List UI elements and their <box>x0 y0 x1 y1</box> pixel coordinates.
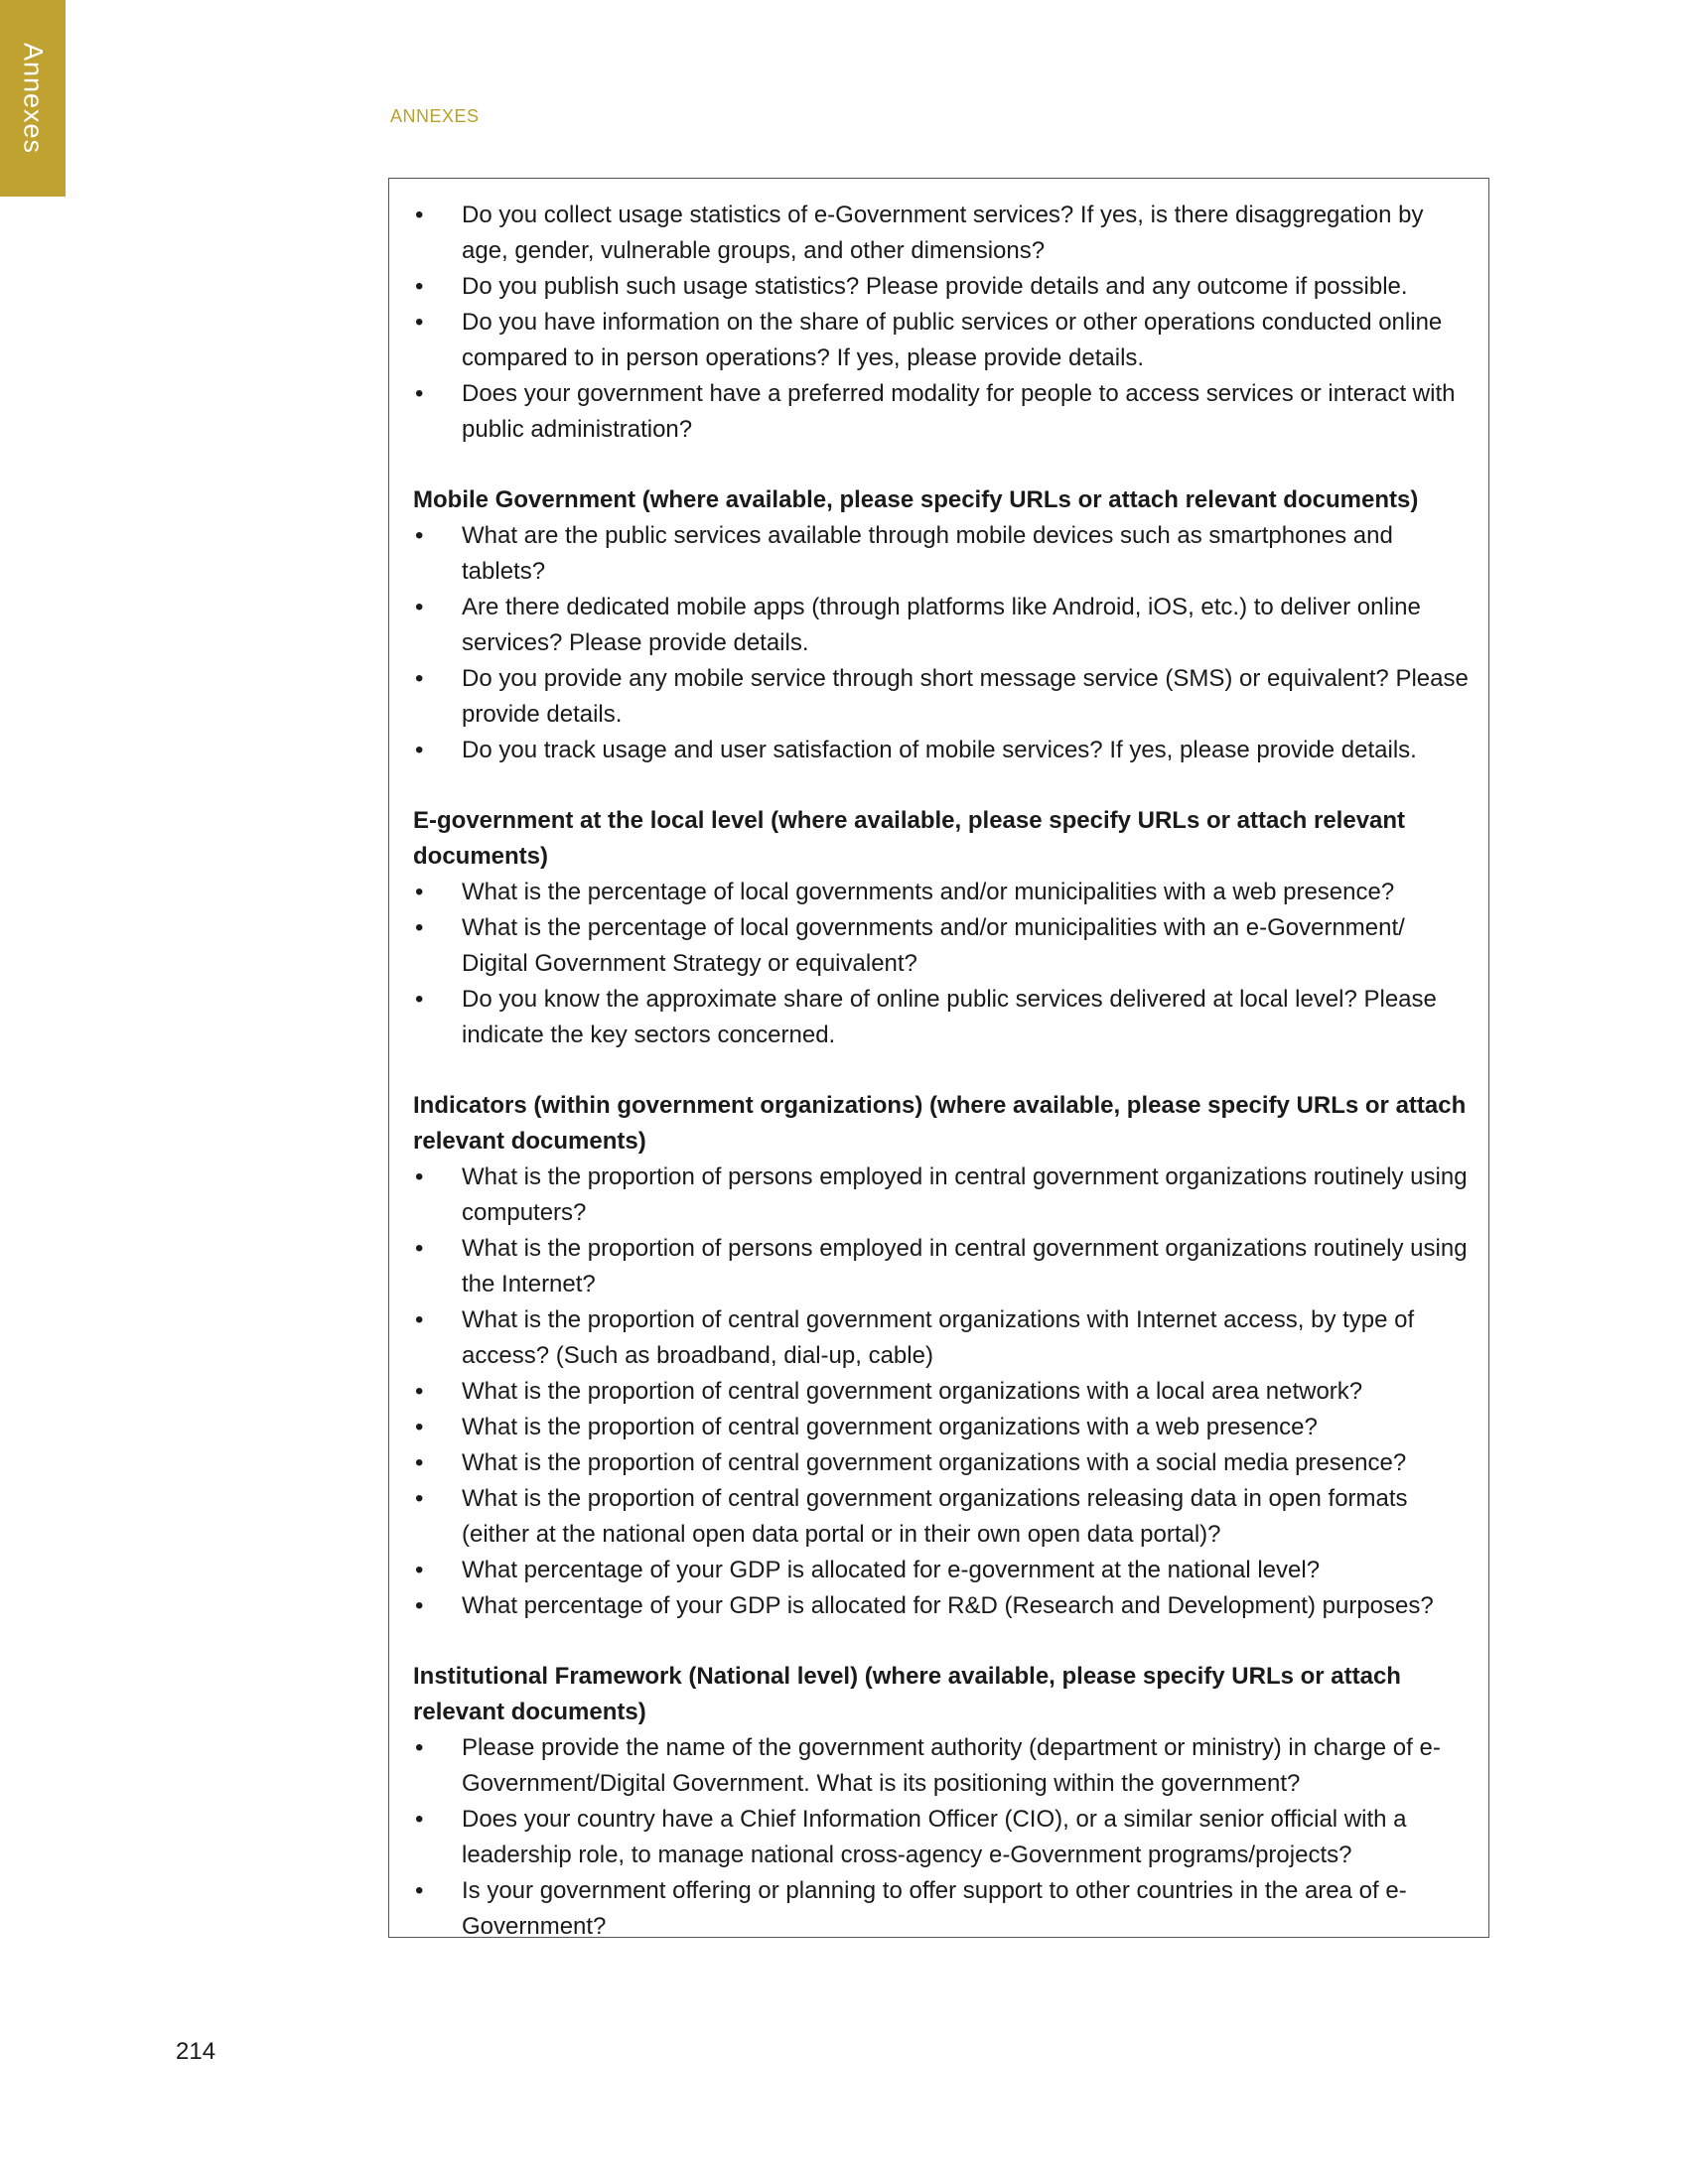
question-text: What is the proportion of central government organizations with a local area network? <box>462 1378 1363 1405</box>
question-section <box>413 1659 1469 1945</box>
question-item <box>413 1302 1469 1374</box>
question-item <box>413 910 1469 982</box>
question-item <box>413 1374 1469 1410</box>
question-item <box>413 1802 1469 1873</box>
bullet-icon: • <box>415 986 424 1013</box>
section-heading: Mobile Government (where available, please specify URLs or attach relevant documents) <box>413 486 1419 513</box>
bullet-icon: • <box>415 1449 424 1476</box>
question-text: Does your government have a preferred modality for people to access services or interact with public administration? <box>462 380 1456 443</box>
question-text: Does your country have a Chief Information Officer (CIO), or a similar senior official with a leadership role, to manage national cross-agency e-Government programs/projects? <box>462 1806 1407 1868</box>
bullet-icon: • <box>415 1378 424 1405</box>
question-item <box>413 590 1469 661</box>
bullet-icon: • <box>415 273 424 300</box>
bullet-icon: • <box>415 1734 424 1761</box>
bullet-icon: • <box>415 522 424 549</box>
question-text: Do you provide any mobile service through short message service (SMS) or equivalent? Please provide details. <box>462 665 1469 728</box>
question-text: What is the proportion of central government organizations with Internet access, by type of access? (Such as broadband, dial-up, cable) <box>462 1306 1415 1369</box>
bullet-icon: • <box>415 1235 424 1262</box>
question-text: Do you track usage and user satisfaction of mobile services? If yes, please provide details. <box>462 737 1417 763</box>
question-text: Is your government offering or planning to offer support to other countries in the area of e-Government? <box>462 1877 1407 1940</box>
bullet-icon: • <box>415 594 424 620</box>
bullet-icon: • <box>415 1877 424 1904</box>
page-number: 214 <box>176 2038 216 2065</box>
bullet-icon: • <box>415 737 424 763</box>
question-text: What is the percentage of local governments and/or municipalities with a web presence? <box>462 879 1395 905</box>
question-item <box>413 198 1469 269</box>
question-item <box>413 1873 1469 1945</box>
question-text: What is the proportion of persons employed in central government organizations routinely using computers? <box>462 1163 1468 1226</box>
question-text: Do you collect usage statistics of e-Government services? If yes, is there disaggregation by age, gender, vulnerable groups, and other dimensions? <box>462 202 1424 264</box>
question-text: What is the proportion of persons employed in central government organizations routinely using the Internet? <box>462 1235 1468 1297</box>
question-item <box>413 305 1469 376</box>
question-text: What is the proportion of central government organizations releasing data in open formats (either at the national open data portal or in their own open data portal)? <box>462 1485 1408 1548</box>
question-text: What is the percentage of local governments and/or municipalities with an e-Government/ Digital Government Strategy or equivalent? <box>462 914 1405 977</box>
question-text: Do you have information on the share of public services or other operations conducted online compared to in person operations? If yes, please provide details. <box>462 309 1443 371</box>
question-item <box>413 1481 1469 1553</box>
question-item <box>413 518 1469 590</box>
question-item <box>413 1588 1469 1624</box>
question-text: What are the public services available through mobile devices such as smartphones and tablets? <box>462 522 1393 585</box>
question-item <box>413 1730 1469 1802</box>
question-item <box>413 733 1469 768</box>
question-text: Please provide the name of the government authority (department or ministry) in charge of e-Government/Digital Government. What is its positioning within the government? <box>462 1734 1441 1797</box>
question-text: What is the proportion of central government organizations with a web presence? <box>462 1414 1318 1440</box>
bullet-icon: • <box>415 1414 424 1440</box>
bullet-icon: • <box>415 1557 424 1583</box>
question-text: Do you publish such usage statistics? Please provide details and any outcome if possible. <box>462 273 1408 300</box>
bullet-icon: • <box>415 1485 424 1512</box>
question-section <box>413 1088 1469 1624</box>
question-item <box>413 1160 1469 1231</box>
bullet-icon: • <box>415 1806 424 1833</box>
section-tab-label: Annexes <box>18 42 49 155</box>
question-item <box>413 1410 1469 1445</box>
question-list <box>413 1160 1469 1624</box>
question-item <box>413 982 1469 1053</box>
bullet-icon: • <box>415 914 424 941</box>
question-item <box>413 1231 1469 1302</box>
bullet-icon: • <box>415 879 424 905</box>
question-list <box>413 518 1469 768</box>
question-section <box>413 482 1469 768</box>
question-section <box>413 198 1469 448</box>
question-item <box>413 1553 1469 1588</box>
bullet-icon: • <box>415 202 424 228</box>
bullet-icon: • <box>415 309 424 336</box>
bullet-icon: • <box>415 380 424 407</box>
question-item <box>413 875 1469 910</box>
section-heading: E-government at the local level (where available, please specify URLs or attach relevant documents) <box>413 807 1406 870</box>
question-list <box>413 198 1469 448</box>
question-text: What is the proportion of central government organizations with a social media presence? <box>462 1449 1407 1476</box>
question-text: Do you know the approximate share of online public services delivered at local level? Please indicate the key sectors concerned. <box>462 986 1437 1048</box>
question-item <box>413 1445 1469 1481</box>
questionnaire-box <box>388 178 1489 1938</box>
question-text: Are there dedicated mobile apps (through platforms like Android, iOS, etc.) to deliver online services? Please provide details. <box>462 594 1421 656</box>
section-tab <box>0 0 66 197</box>
bullet-icon: • <box>415 1163 424 1190</box>
section-heading: Institutional Framework (National level) (where available, please specify URLs or attach relevant documents) <box>413 1663 1401 1725</box>
question-list <box>413 875 1469 1053</box>
question-section <box>413 803 1469 1053</box>
question-item <box>413 376 1469 448</box>
bullet-icon: • <box>415 665 424 692</box>
question-list <box>413 1730 1469 1945</box>
bullet-icon: • <box>415 1306 424 1333</box>
bullet-icon: • <box>415 1592 424 1619</box>
question-text: What percentage of your GDP is allocated for e-government at the national level? <box>462 1557 1321 1583</box>
section-heading: Indicators (within government organizations) (where available, please specify URLs or attach relevant documents) <box>413 1092 1467 1155</box>
question-text: What percentage of your GDP is allocated for R&D (Research and Development) purposes? <box>462 1592 1434 1619</box>
question-item <box>413 661 1469 733</box>
running-header: ANNEXES <box>390 106 480 126</box>
question-item <box>413 269 1469 305</box>
